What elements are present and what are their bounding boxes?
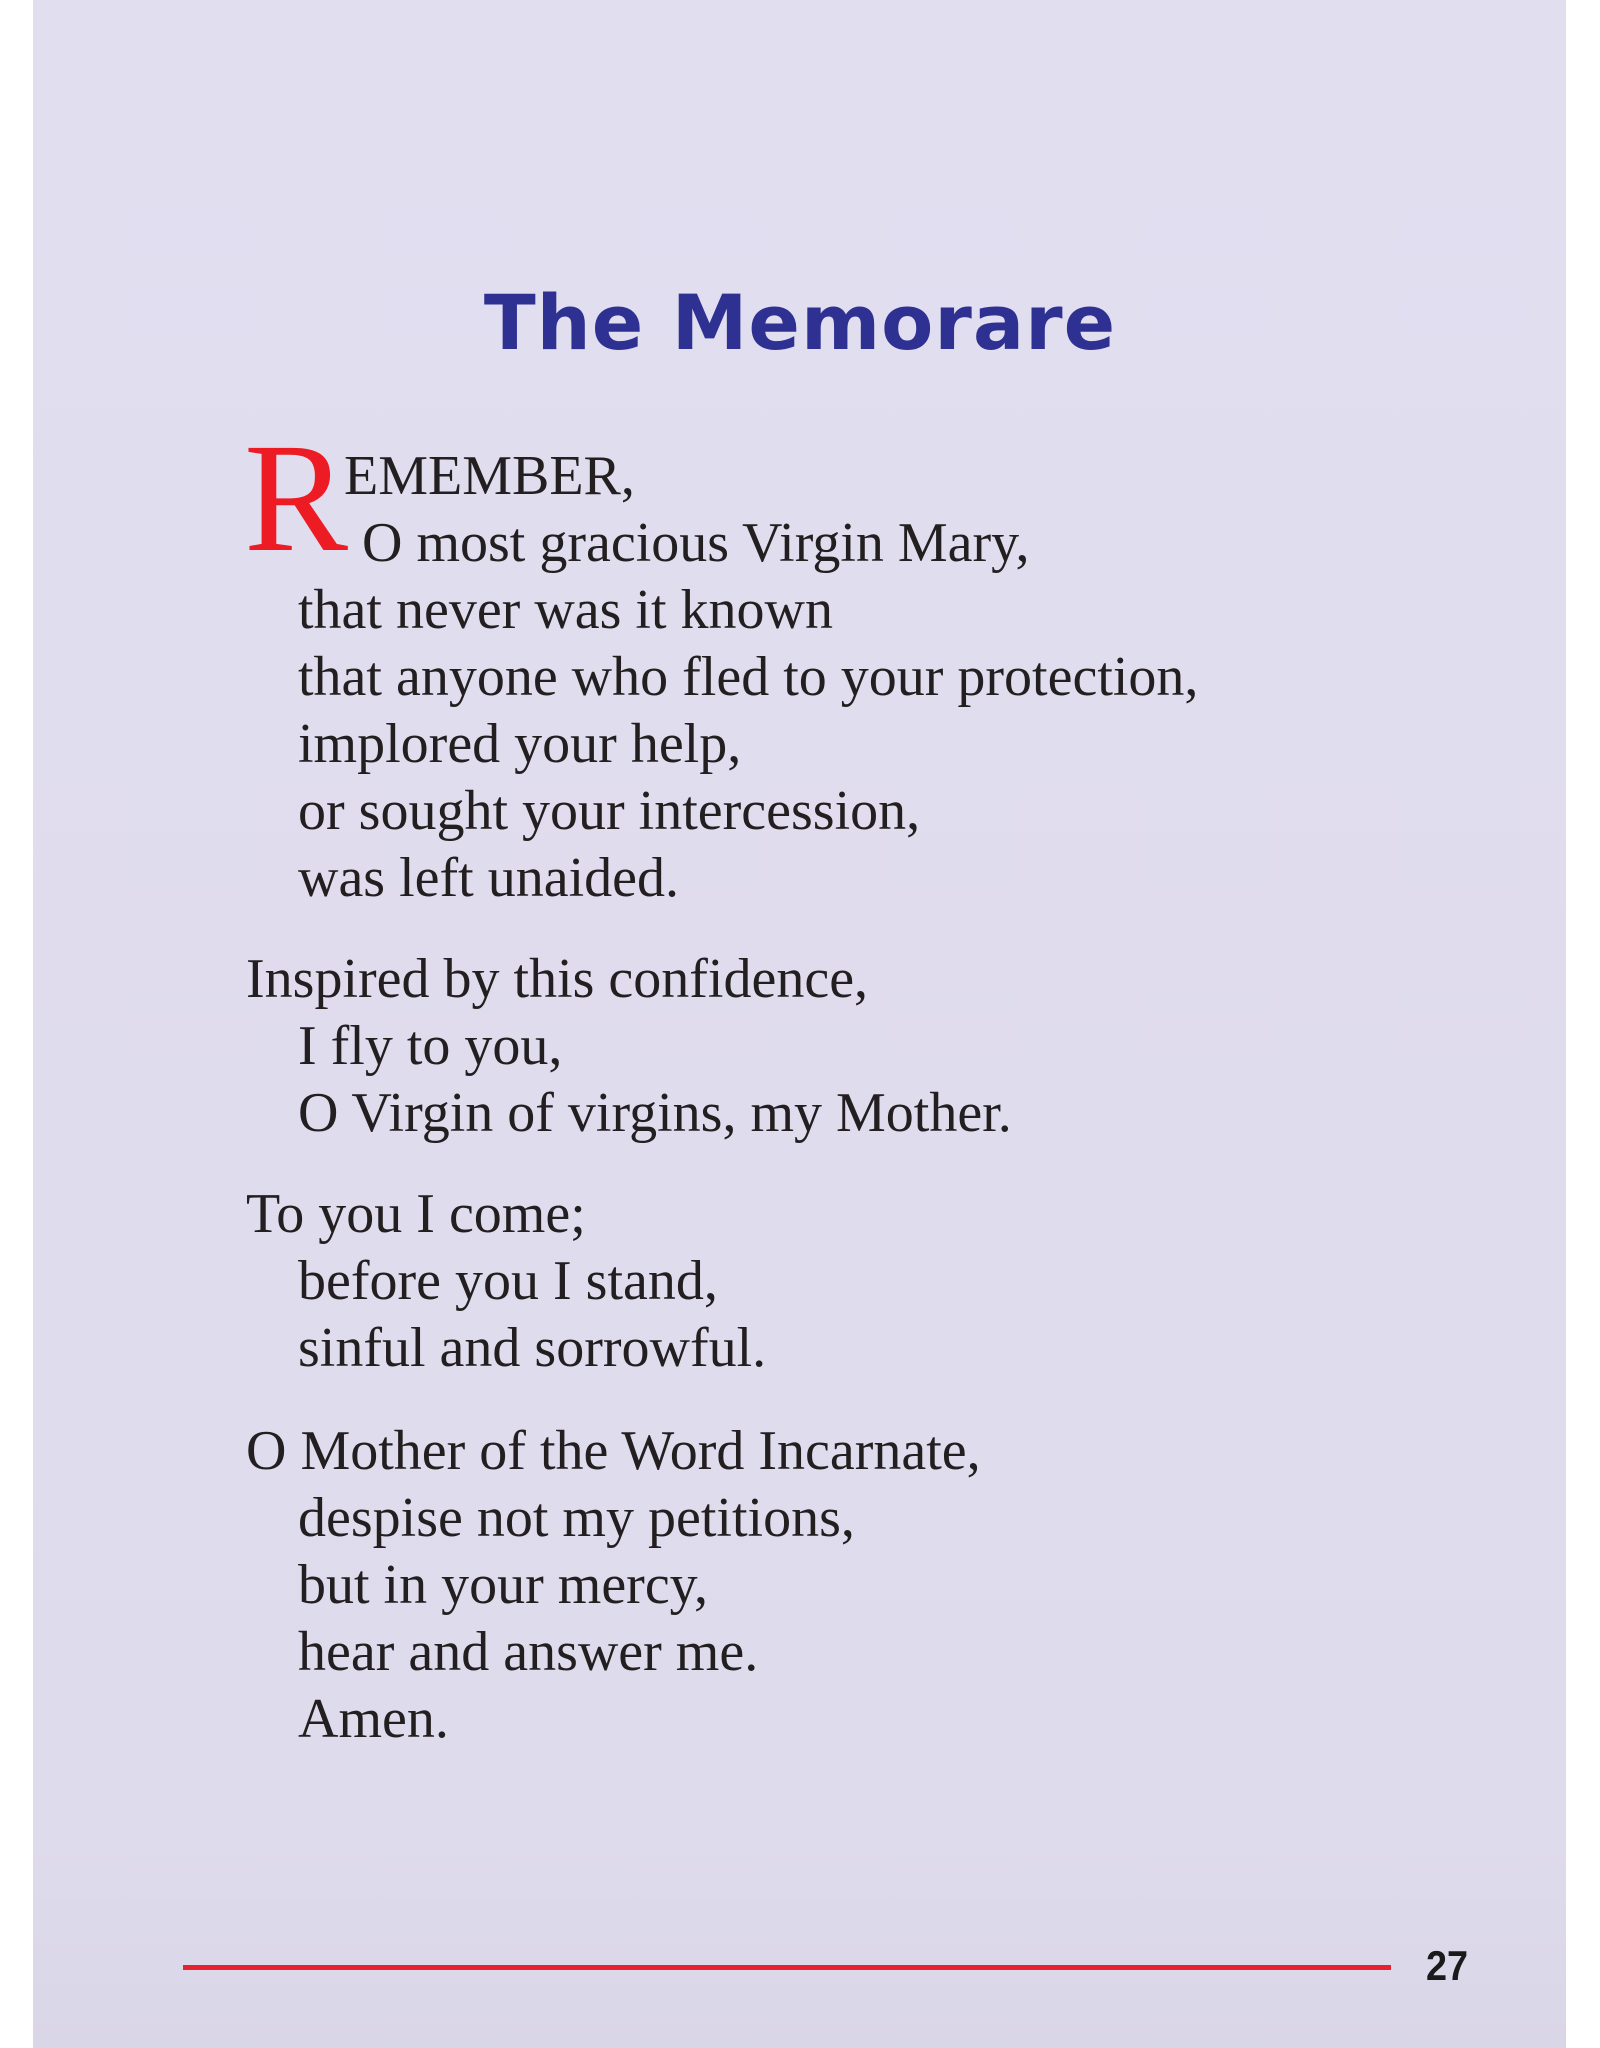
verse-line: despise not my petitions, xyxy=(298,1487,855,1549)
verse-line: Inspired by this confidence, xyxy=(246,948,869,1010)
page-number: 27 xyxy=(1426,1942,1469,1989)
verse-line: before you I stand, xyxy=(298,1250,718,1312)
verse-line: but in your mercy, xyxy=(298,1554,709,1616)
verse-line: was left unaided. xyxy=(298,847,679,909)
verse-line: or sought your intercession, xyxy=(298,780,921,842)
verse-line: that never was it known xyxy=(298,579,833,641)
verse-line: EMEMBER, xyxy=(344,445,635,507)
stanza-2 xyxy=(246,946,1012,1147)
stanza-4 xyxy=(246,1418,981,1753)
drop-cap: R xyxy=(244,411,349,584)
verse-line: sinful and sorrowful. xyxy=(298,1317,767,1379)
page-title: The Memorare xyxy=(483,278,1117,367)
verse-line: O Mother of the Word Incarnate, xyxy=(246,1420,981,1482)
verse-line: O Virgin of virgins, my Mother. xyxy=(298,1082,1012,1144)
verse-line: To you I come; xyxy=(246,1183,586,1245)
stanza-3 xyxy=(246,1181,766,1382)
footer-rule xyxy=(183,1965,1391,1970)
verse-line: that anyone who fled to your protection, xyxy=(298,646,1199,708)
stanza-1 xyxy=(246,443,1198,912)
verse-line: O most gracious Virgin Mary, xyxy=(362,512,1030,574)
verse-line: implored your help, xyxy=(298,713,742,775)
verse-line: I fly to you, xyxy=(298,1015,563,1077)
verse-line: Amen. xyxy=(298,1688,449,1750)
verse-line: hear and answer me. xyxy=(298,1621,759,1683)
